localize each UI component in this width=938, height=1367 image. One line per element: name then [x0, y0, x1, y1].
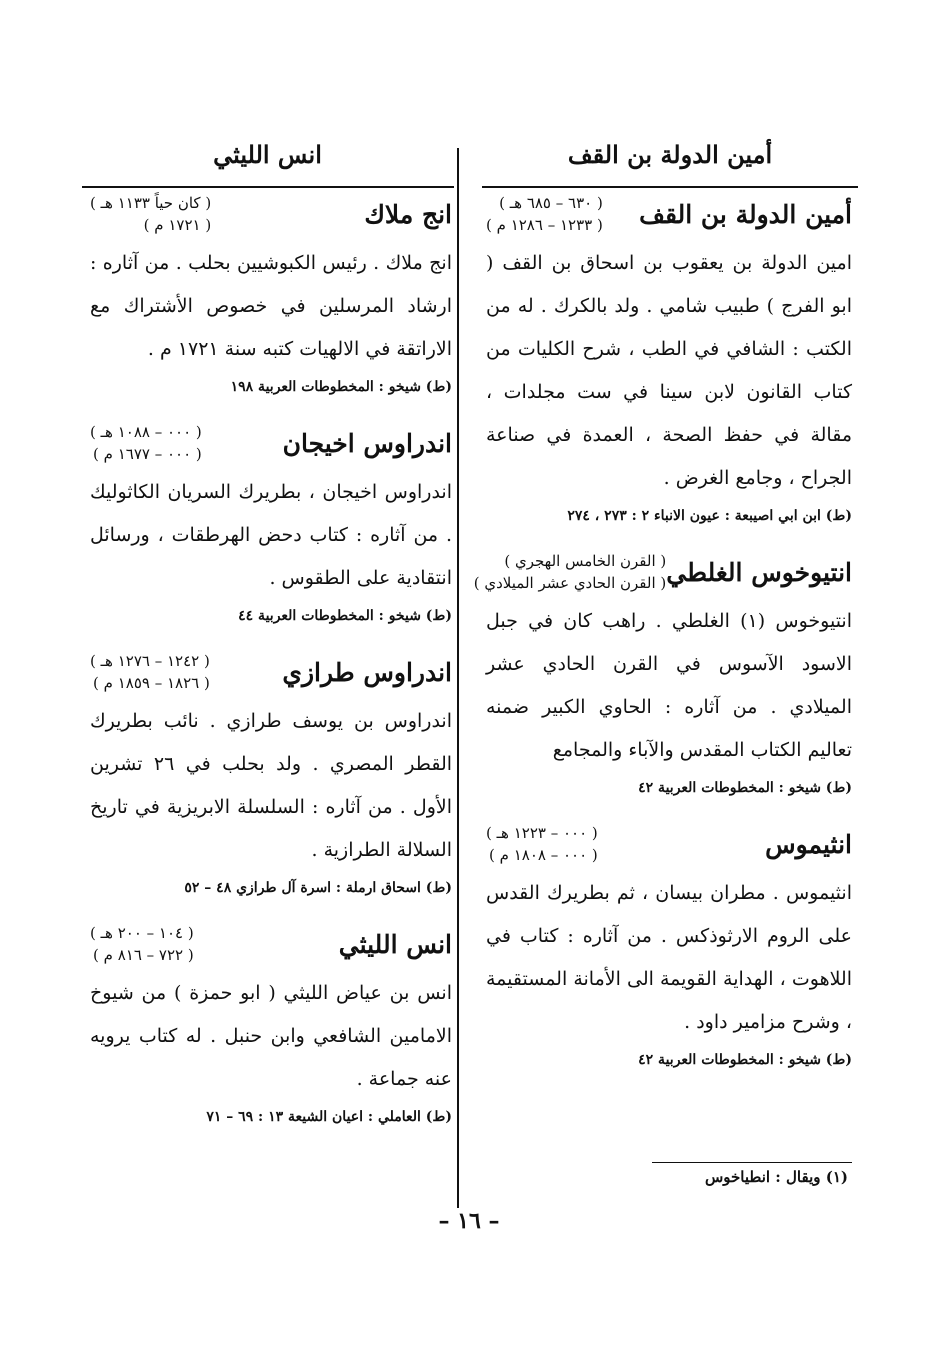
entry-header: [473, 550, 852, 594]
entry-date-line: ( ٠٠٠ – ١٠٨٨ هـ ): [90, 423, 202, 441]
entry-dates: [474, 550, 667, 594]
entry-header: [90, 421, 452, 465]
entry-date-line: ( ١٢٤٢ – ١٢٧٦ هـ ): [90, 652, 210, 670]
biography-entry: [90, 650, 452, 904]
entry-dates: [90, 650, 210, 694]
entry-body: انتيوخوس (١) الغلطي . راهب كان في جبل الاسود الآسوس في القرن الحادي عشر الميلادي . من آثاره : الحاوي الكبير ضمنه تعاليم الكتاب المقدس والآباء والمجامع: [486, 610, 853, 761]
entry-date-line: ( ٠٠٠ – ١٨٠٨ م ): [489, 846, 598, 864]
entry-dates: [90, 922, 194, 966]
entry-name: انثيموس: [765, 829, 852, 859]
entry-body: اندراوس اخيجان ، بطريرك السريان الكاثوليك . من آثاره : كتاب دحض الهرطقات ، ورسائل انتقادية على الطقوس .: [90, 481, 452, 589]
entry-header: [486, 822, 852, 866]
entry-date-line: ( ٠٠٠ – ١٢٢٣ هـ ): [486, 824, 598, 842]
entry-source: (ط) شيخو : المخطوطات العربية ٤٢: [638, 1052, 852, 1068]
entry-date-line: ( ١٢٣٣ – ١٢٨٦ م ): [486, 216, 603, 234]
entry-date-line: ( ٧٢٢ – ٨١٦ م ): [93, 946, 194, 964]
entry-name: اندراوس اخيجان: [282, 428, 452, 458]
entry-header: [486, 192, 852, 236]
biography-entry: [90, 421, 452, 632]
entry-name: أمين الدولة بن القف: [639, 199, 852, 229]
entry-name: انس الليثي: [338, 929, 452, 959]
footnote-rule: [652, 1162, 852, 1163]
header-rule-left: [82, 186, 454, 188]
entry-date-line: ( ١٧٢١ م ): [143, 216, 212, 234]
entry-date-line: ( ١٨٢٦ – ١٨٥٩ م ): [93, 674, 210, 692]
biography-entry: [486, 822, 852, 1076]
biography-entry: [90, 192, 452, 403]
entry-body: اندراوس بن يوسف طرازي . نائب بطريرك القطر المصري . ولد بحلب في ٢٦ تشرين الأول . من آثاره : السلسلة الابريزية في تاريخ السلالة الطرازية .: [90, 710, 453, 861]
biography-entry: [90, 922, 452, 1133]
entry-dates: [486, 822, 598, 866]
entry-body: انس بن عياض الليثي ( ابو حمزة ) من شيوخ الامامين الشافعي وابن حنبل . له كتاب يرويه عنه جماعة .: [90, 982, 452, 1090]
entry-body: انج ملاك . رئيس الكبوشيين بحلب . من آثاره : ارشاد المرسلين في خصوص الأشتراك مع الاراتقة في الالهيات كتبه سنة ١٧٢١ م .: [90, 252, 452, 360]
footnote: (١) ويقال : انطياخوس: [704, 1168, 848, 1186]
entry-name: اندراوس طرازي: [282, 657, 452, 687]
column-divider: [457, 148, 459, 1208]
entry-name: انتيوخوس الغلطي: [666, 557, 852, 587]
biography-entry: [486, 192, 852, 532]
entry-source: (ط) شيخو : المخطوطات العربية ١٩٨: [230, 379, 452, 395]
entry-header: [90, 650, 452, 694]
entry-dates: [486, 192, 603, 236]
entry-body: انثيموس . مطران بيسان ، ثم بطريرك القدس على الروم الارثوذكس . من آثاره : كتاب في اللاهوت ، الهداية القويمة الى الأمانة المستقيمة ، وشرح مزامير داود .: [486, 882, 852, 1033]
entry-date-line: ( القرن الحادي عشر الميلادي ): [473, 574, 667, 592]
entry-date-line: ( ٦٣٠ – ٦٨٥ هـ ): [499, 194, 603, 212]
entry-body: امين الدولة بن يعقوب بن اسحاق بن القف ( ابو الفرج ) طبيب شامي . ولد بالكرك . له من الكتب : الشافي في الطب ، شرح الكليات من كتاب القانون لابن سينا في ست مجلدات ، مقالة في حفظ الصحة ، العمدة في صناعة الجراح ، وجامع الغرض .: [486, 252, 852, 489]
entry-dates: [90, 192, 211, 236]
entry-name: انج ملاك: [364, 199, 452, 229]
biography-entry: [473, 550, 853, 804]
entry-source: (ط) شيخو : المخطوطات العربية ٤٢: [638, 780, 852, 796]
entry-date-line: ( ٠٠٠ – ١٦٧٧ م ): [93, 445, 202, 463]
entry-source: (ط) العاملي : اعيان الشيعة ١٣ : ٦٩ – ٧١: [206, 1109, 452, 1125]
entry-date-line: ( كان حياً ١١٣٣ هـ ): [90, 194, 212, 212]
entry-header: [90, 922, 452, 966]
right-column: [473, 192, 853, 1094]
entry-date-line: ( ١٠٤ – ٢٠٠ هـ ): [90, 924, 194, 942]
entry-source: (ط) شيخو : المخطوطات العربية ٤٤: [238, 608, 452, 624]
entry-source: (ط) اسحاق ارملة : اسرة آل طرازي ٤٨ – ٥٢: [184, 880, 452, 896]
entry-source: (ط) ابن ابي اصيبعة : عيون الانباء ٢ : ٢٧٣ ، ٢٧٤: [567, 508, 852, 524]
left-column: [90, 192, 452, 1151]
page-number: – ١٦ –: [438, 1208, 500, 1234]
running-header-left: انس الليثي: [213, 140, 322, 169]
running-header-right: أمين الدولة بن القف: [567, 140, 773, 169]
header-rule-right: [482, 186, 858, 188]
entry-date-line: ( القرن الخامس الهجري ): [504, 552, 667, 570]
entry-dates: [90, 421, 202, 465]
entry-header: [90, 192, 452, 236]
